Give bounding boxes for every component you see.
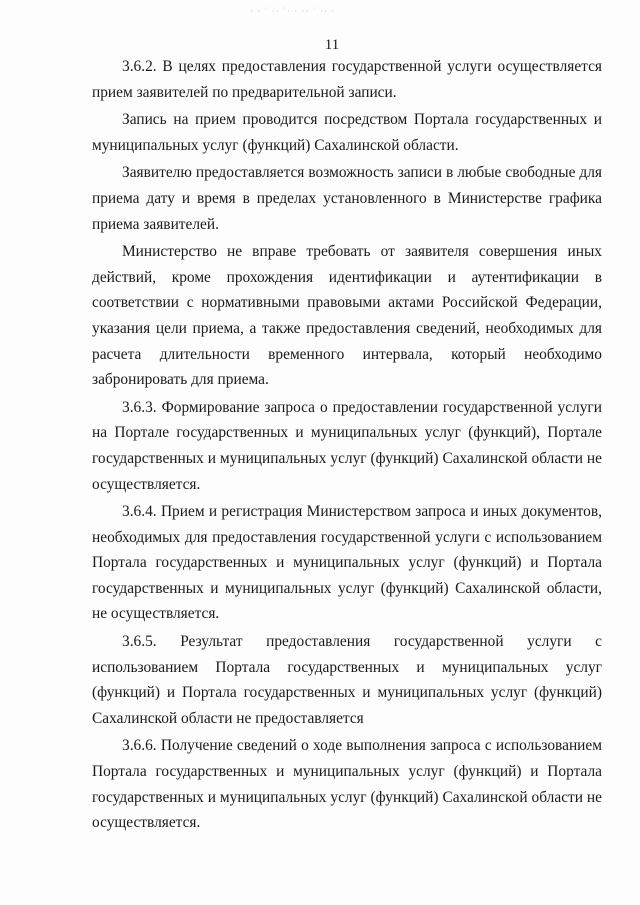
paragraph-appointment-time: Заявителю предоставляется возможность записи в любые свободные для приема дату и время в пределах установленного в Министерстве графика приема заявителей. xyxy=(92,164,602,233)
paragraph-3-6-6: 3.6.6. Получение сведений о ходе выполнения запроса с использованием Портала государственных и муниципальных услуг (функций) и Портала государственных и муниципальных услуг (функций) Сахалинской области не осуществляется. xyxy=(92,737,602,832)
scan-artifact-header: · · ˙ ·· ˙· · ·· ˙ ·· · xyxy=(250,6,336,16)
paragraph-appointment-portal: Запись на прием проводится посредством Портала государственных и муниципальных услуг (функций) Сахалинской области. xyxy=(92,111,602,154)
document-body xyxy=(92,54,602,836)
page-number: 11 xyxy=(324,37,340,53)
paragraph-3-6-2: 3.6.2. В целях предоставления государственной услуги осуществляется прием заявителей по предварительной записи. xyxy=(92,58,602,101)
paragraph-3-6-3: 3.6.3. Формирование запроса о предоставлении государственной услуги на Портале государственных и муниципальных услуг (функций), Портале государственных и муниципальных услуг (функций) Сахалинской области не осуществляется. xyxy=(92,398,602,493)
paragraph-ministry-requirements: Министерство не вправе требовать от заявителя совершения иных действий, кроме прохождения идентификации и аутентификации в соответствии с нормативными правовыми актами Российской Федерации, указания цели приема, а также предоставления сведений, необходимых для расчета длительности временного интервала, который необходимо забронировать для приема. xyxy=(92,243,602,389)
paragraph-3-6-4: 3.6.4. Прием и регистрация Министерством запроса и иных документов, необходимых для предоставления государственной услуги с использованием Портала государственных и муниципальных услуг (функций) и Портала государственных и муниципальных услуг (функций) Сахалинской области, не осуществляется. xyxy=(92,503,602,623)
paragraph-3-6-5: 3.6.5. Результат предоставления государственной услуги с использованием Портала государственных и муниципальных услуг (функций) и Портала государственных и муниципальных услуг (функций) Сахалинской области не предоставляется xyxy=(92,633,602,727)
